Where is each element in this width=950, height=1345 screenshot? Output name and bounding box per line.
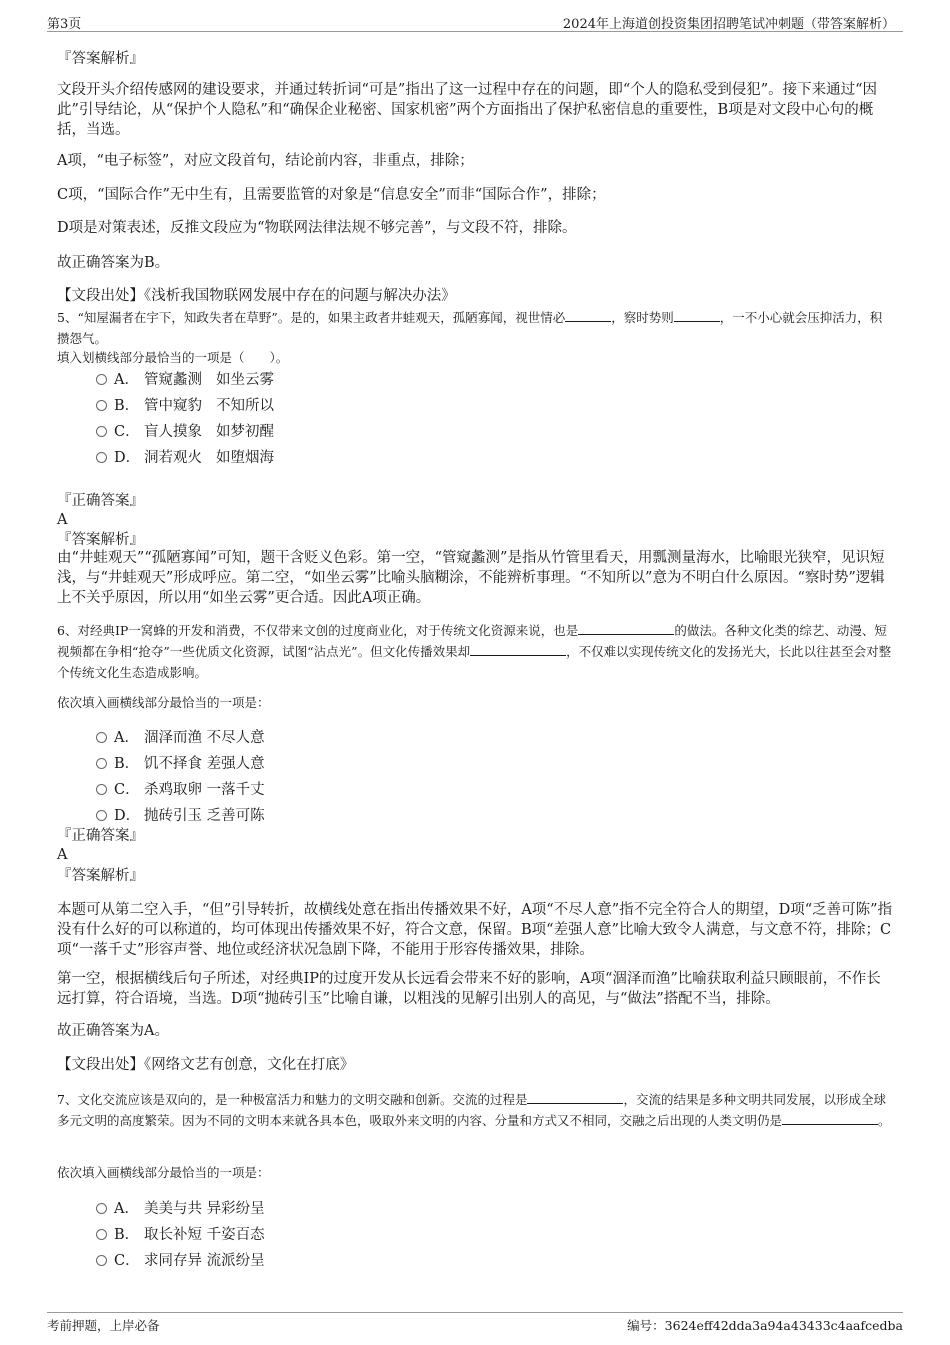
q7-option-a[interactable]: A． 美美与共 异彩纷呈 <box>96 1198 265 1220</box>
q6-answer-label: 『正确答案』 <box>57 828 144 844</box>
q4-source: 【文段出处】《浅析我国物联网发展中存在的问题与解决办法》 <box>57 288 456 304</box>
blank-1 <box>527 1091 623 1104</box>
q7-option-c[interactable]: C． 求同存异 流派纷呈 <box>96 1250 265 1272</box>
blank-1 <box>565 309 611 322</box>
q4-analysis-p3: C项，“国际合作”无中生有，且需要监管的对象是“信息安全”而非“国际合作”，排除； <box>57 187 606 203</box>
q5-stem-b: ，察时势则 <box>611 310 674 325</box>
q4-analysis-p4: D项是对策表述，反推文段应为“物联网法律法规不够完善”，与文段不符，排除。 <box>57 220 577 236</box>
q6-stem-b: 的做法。各种文化类的综艺、动漫、短视频都在争相“抢夺”一些优质文化资源，试图“沾点光”。但文化传播效果却 <box>57 623 887 659</box>
q6-option-b[interactable]: B． 饥不择食 差强人意 <box>96 753 265 775</box>
q5-stem-c: ，一不小心就会压抑活力，积攒怨气。 <box>57 310 883 346</box>
radio-icon[interactable] <box>96 400 107 411</box>
q7-stem-b: ，交流的结果是多种文明共同发展，以形成全球多元文明的高度繁荣。因为不同的文明本来就各具本色，吸取外来文明的内容、分量和方式又不相同，交融之后出现的人类文明仍是 <box>57 1092 886 1128</box>
radio-icon[interactable] <box>96 1255 107 1266</box>
q5-option-c[interactable]: C． 盲人摸象 如梦初醒 <box>96 421 274 443</box>
q4-analysis-p2: A项，“电子标签”，对应文段首句，结论前内容，非重点，排除； <box>57 153 474 169</box>
blank-2 <box>782 1112 878 1125</box>
q7-prompt: 依次填入画横线部分最恰当的一项是： <box>57 1165 270 1180</box>
q6-option-d[interactable]: D． 抛砖引玉 乏善可陈 <box>96 805 265 827</box>
radio-icon[interactable] <box>96 426 107 437</box>
q4-analysis-label: 『答案解析』 <box>57 51 144 67</box>
q6-answer: A <box>57 847 68 863</box>
q6-stem <box>57 620 893 683</box>
q4-analysis-p1: 文段开头介绍传感网的建设要求，并通过转折词“可是”指出了这一过程中存在的问题，即“个人的隐私受到侵犯”。接下来通过“因此”引导结论，从“保护个人隐私”和“确保企业秘密、国家机密”两个方面指出了保护私密信息的重要性，B项是对文段中心句的概括，当选。 <box>57 82 878 138</box>
q7-stem <box>57 1089 893 1131</box>
page-footer <box>47 1312 903 1335</box>
q6-option-a[interactable]: A． 涸泽而渔 不尽人意 <box>96 727 265 749</box>
q6-option-c[interactable]: C． 杀鸡取卵 一落千丈 <box>96 779 265 801</box>
radio-icon[interactable] <box>96 758 107 769</box>
radio-icon[interactable] <box>96 784 107 795</box>
q7-stem-c: 。 <box>878 1113 891 1128</box>
q5-analysis-label: 『答案解析』 <box>57 532 144 548</box>
radio-icon[interactable] <box>96 732 107 743</box>
blank-1 <box>578 622 674 635</box>
q6-conclusion: 故正确答案为A。 <box>57 1023 169 1039</box>
q5-answer: A <box>57 512 68 528</box>
q6-analysis-p2: 第一空，根据横线后句子所述，对经典IP的过度开发从长远看会带来不好的影响，A项“涸泽而渔”比喻获取利益只顾眼前，不作长远打算，符合语境，当选。D项“抛砖引玉”比喻自谦，以粗浅的见解引出别人的高见，与“做法”搭配不当，排除。 <box>57 971 881 1007</box>
q6-prompt: 依次填入画横线部分最恰当的一项是： <box>57 695 270 710</box>
blank-2 <box>674 309 720 322</box>
document-title: 2024年上海道创投资集团招聘笔试冲刺题（带答案解析） <box>562 17 895 32</box>
q5-stem <box>57 307 893 349</box>
radio-icon[interactable] <box>96 810 107 821</box>
q5-option-a[interactable]: A． 管窥蠡测 如坐云雾 <box>96 369 274 391</box>
q6-source: 【文段出处】《网络文艺有创意，文化在打底》 <box>57 1057 355 1073</box>
q5-option-b[interactable]: B． 管中窥豹 不知所以 <box>96 395 274 417</box>
q5-prompt: 填入划横线部分最恰当的一项是（ ）。 <box>57 350 289 365</box>
q4-conclusion: 故正确答案为B。 <box>57 255 170 271</box>
radio-icon[interactable] <box>96 1203 107 1214</box>
blank-2 <box>470 643 566 656</box>
radio-icon[interactable] <box>96 374 107 385</box>
radio-icon[interactable] <box>96 1229 107 1240</box>
q6-analysis-p1: 本题可从第二空入手，“但”引导转折，故横线处意在指出传播效果不好，A项“不尽人意”指不完全符合人的期望，D项“乏善可陈”指没有什么好的可以称道的，均可体现出传播效果不好，符合文意，保留。B项“差强人意”比喻大致令人满意，与文意不符，排除；C项“一落千丈”形容声誉、地位或经济状况急剧下降，不能用于形容传播效果，排除。 <box>57 902 893 958</box>
q6-stem-c: ，不仅难以实现传统文化的发扬光大，长此以往甚至会对整个传统文化生态造成影响。 <box>57 644 892 680</box>
page-number: 第3页 <box>47 17 82 32</box>
q7-option-b[interactable]: B． 取长补短 千姿百态 <box>96 1224 265 1246</box>
footer-slogan: 考前押题，上岸必备 <box>47 1318 160 1333</box>
page-header <box>47 11 903 32</box>
q5-analysis: 由“井蛙观天”“孤陋寡闻”可知，题干含贬义色彩。第一空，“管窥蠡测”是指从竹管里看天，用瓢测量海水，比喻眼光狭窄，见识短浅，与“井蛙观天”形成呼应。第二空，“如坐云雾”比喻头脑糊涂，不能辨析事理。“不知所以”意为不明白什么原因。“察时势”逻辑上不关乎原因，所以用“如坐云雾”更合适。因此A项正确。 <box>57 550 885 606</box>
q6-analysis-label: 『答案解析』 <box>57 868 144 884</box>
q6-stem-a: 6、对经典IP一窝蜂的开发和消费，不仅带来文创的过度商业化，对于传统文化资源来说，也是 <box>57 623 579 638</box>
document-id: 编号：3624eff42dda3a94a43433c4aafcedba <box>627 1318 903 1333</box>
q5-option-d[interactable]: D． 洞若观火 如堕烟海 <box>96 447 274 469</box>
radio-icon[interactable] <box>96 452 107 463</box>
q7-stem-a: 7、文化交流应该是双向的，是一种极富活力和魅力的文明交融和创新。交流的过程是 <box>57 1092 528 1107</box>
q5-answer-label: 『正确答案』 <box>57 493 144 509</box>
q5-stem-a: 5、“知屋漏者在宇下，知政失者在草野”。是的，如果主政者井蛙观天，孤陋寡闻，视世情必 <box>57 310 566 325</box>
